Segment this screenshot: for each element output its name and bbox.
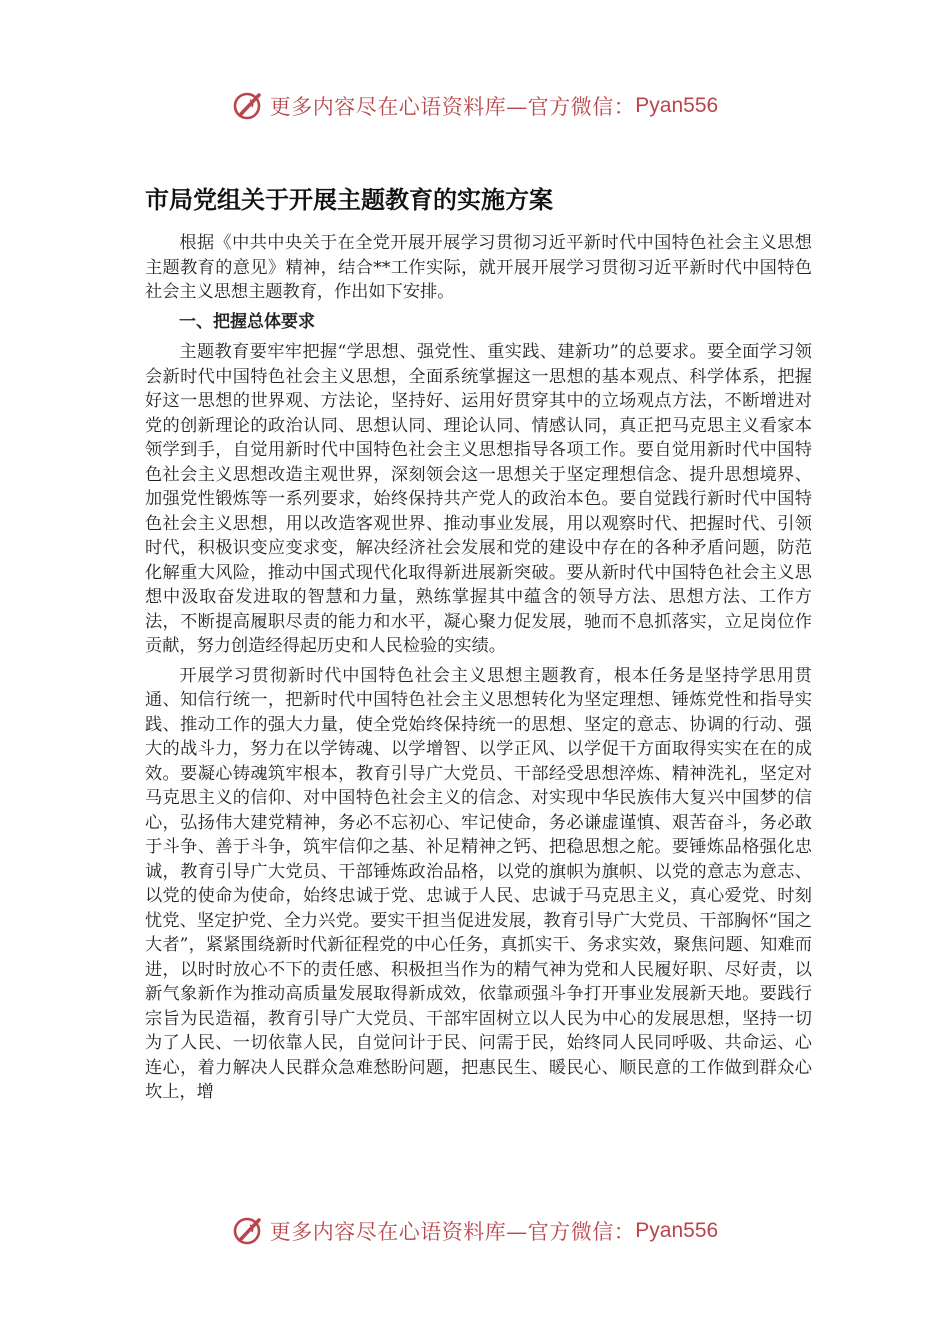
body-paragraph-1: 主题教育要牢牢把握“学思想、强党性、重实践、建新功”的总要求。要全面学习领会新时代中国特色社会主义思想，全面系统掌握这一思想的基本观点、科学体系，把握好这一思想的世界观、方法论，坚持好、运用好贯穿其中的立场观点方法，不断增进对党的创新理论的政治认同、思想认同、理论认同、情感认同，真正把马克思主义看家本领学到手，自觉用新时代中国特色社会主义思想指导各项工作。要自觉用新时代中国特色社会主义思想改造主观世界，深刻领会这一思想关于坚定理想信念、提升思想境界、加强党性锻炼等一系列要求，始终保持共产党人的政治本色。要自觉践行新时代中国特色社会主义思想，用以改造客观世界、推动事业发展，用以观察时代、把握时代、引领时代，积极识变应变求变，解决经济社会发展和党的建设中存在的各种矛盾问题，防范化解重大风险，推动中国式现代化取得新进展新突破。要从新时代中国特色社会主义思想中汲取奋发进取的智慧和力量，熟练掌握其中蕴含的领导方法、思想方法、工作方法，不断提高履职尽责的能力和水平，凝心聚力促发展，驰而不息抓落实，立足岗位作贡献，努力创造经得起历史和人民检验的实绩。 bbox=[145, 342, 812, 656]
banner-wechat-id: Pyan556 bbox=[635, 1219, 719, 1242]
document-title: 市局党组关于开展主题教育的实施方案 bbox=[145, 186, 553, 214]
footer-banner bbox=[0, 1211, 950, 1251]
header-banner bbox=[0, 86, 950, 126]
section-heading: 一、把握总体要求 bbox=[179, 311, 315, 332]
body-paragraph-2: 开展学习贯彻新时代中国特色社会主义思想主题教育，根本任务是坚持学思用贯通、知信行统一，把新时代中国特色社会主义思想转化为坚定理想、锤炼党性和指导实践、推动工作的强大力量，使全党始终保持统一的思想、坚定的意志、协调的行动、强大的战斗力，努力在以学铸魂、以学增智、以学正风、以学促干方面取得实实在在的成效。要凝心铸魂筑牢根本，教育引导广大党员、干部经受思想淬炼、精神洗礼，坚定对马克思主义的信仰、对中国特色社会主义的信念、对实现中华民族伟大复兴中国梦的信心，弘扬伟大建党精神，务必不忘初心、牢记使命，务必谦虚谨慎、艰苦奋斗，务必敢于斗争、善于斗争，筑牢信仰之基、补足精神之钙、把稳思想之舵。要锤炼品格强化忠诚，教育引导广大党员、干部锤炼政治品格，以党的旗帜为旗帜、以党的意志为意志、以党的使命为使命，始终忠诚于党、忠诚于人民、忠诚于马克思主义，真心爱党、时刻忧党、坚定护党、全力兴党。要实干担当促进发展，教育引导广大党员、干部胸怀“国之大者”，紧紧围绕新时代新征程党的中心任务，真抓实干、务求实效，聚焦问题、知难而进，以时时放心不下的责任感、积极担当作为的精气神为党和人民履好职、尽好责，以新气象新作为推动高质量发展取得新成效，依靠顽强斗争打开事业发展新天地。要践行宗旨为民造福，教育引导广大党员、干部牢固树立以人民为中心的发展思想，坚持一切为了人民、一切依靠人民，自觉问计于民、问需于民，始终同人民同呼吸、共命运、心连心，着力解决人民群众急难愁盼问题，把惠民生、暖民心、顺民意的工作做到群众心坎上，增 bbox=[145, 665, 812, 1102]
banner-wechat-id: Pyan556 bbox=[635, 94, 719, 117]
intro-paragraph: 根据《中共中央关于在全党开展开展学习贯彻习近平新时代中国特色社会主义思想主题教育的意见》精神，结合**工作实际，就开展开展学习贯彻习近平新时代中国特色社会主义思想主题教育，作出如下安排。 bbox=[145, 233, 812, 302]
pen-logo-icon bbox=[232, 1214, 266, 1248]
banner-text: 更多内容尽在心语资料库—官方微信： bbox=[269, 1220, 636, 1244]
pen-logo-icon bbox=[232, 89, 266, 123]
document-body bbox=[145, 231, 812, 1105]
banner-text: 更多内容尽在心语资料库—官方微信： bbox=[269, 95, 636, 119]
